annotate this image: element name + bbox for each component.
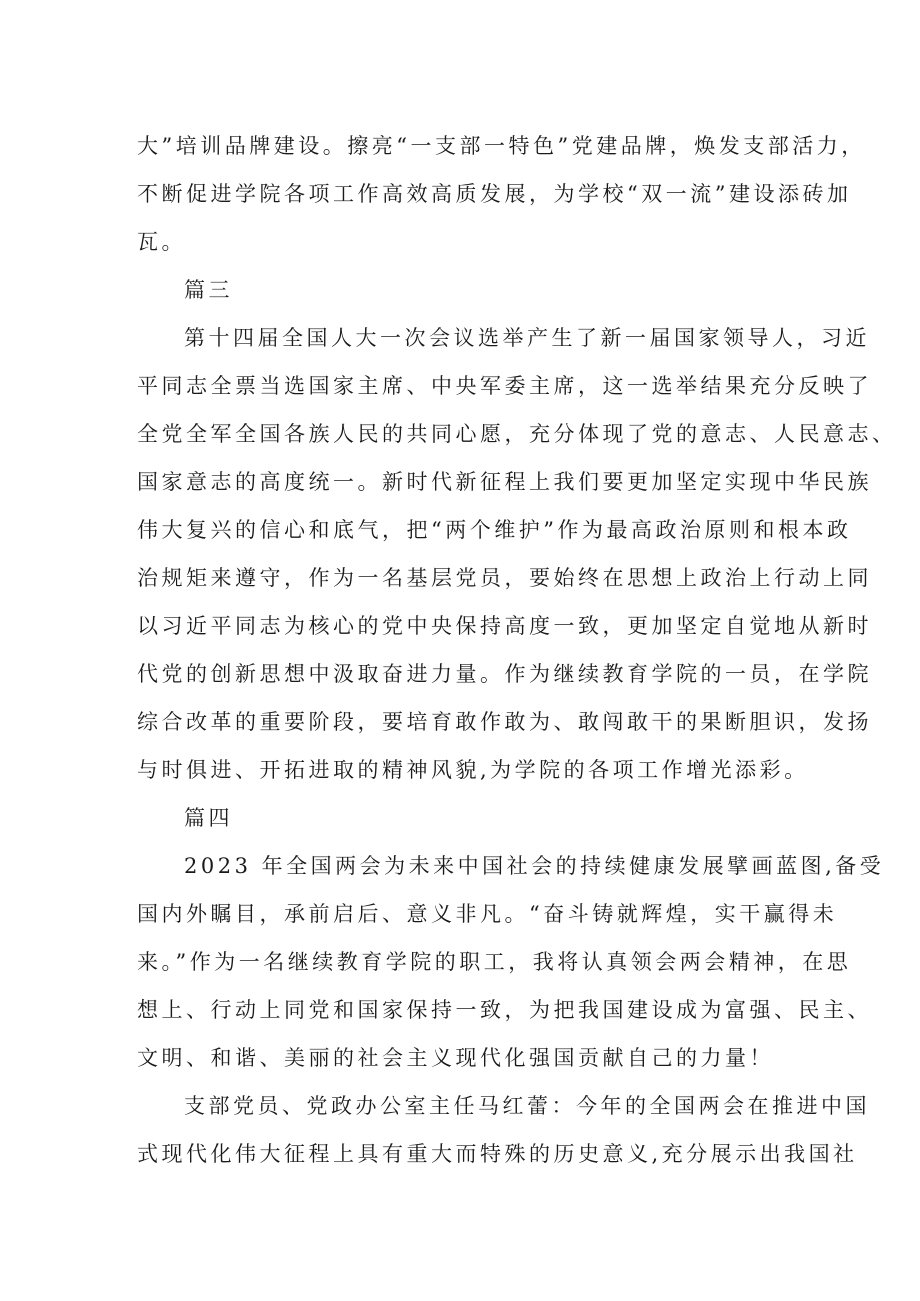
text-line: 想上、行动上同党和国家保持一致，为把我国建设成为富强、民主、 [137,998,872,1022]
text-line: 代党的创新思想中汲取奋进力量。作为继续教育学院的一员，在学院 [137,662,872,686]
text-line: 国内外瞩目，承前启后、意义非凡。“奋斗铸就辉煌，实干赢得未 [137,902,838,926]
text-line: 来。”作为一名继续教育学院的职工，我将认真领会两会精神，在思 [137,950,852,974]
text-line: 大”培训品牌建设。擦亮“一支部一特色”党建品牌，焕发支部活力， [137,134,866,158]
text-line: 全党全军全国各族人民的共同心愿，充分体现了党的意志、人民意志、 [137,422,897,446]
text-line: 支部党员、党政办公室主任马红蕾：今年的全国两会在推进中国 [184,1094,870,1118]
text-line: 以习近平同志为核心的党中央保持高度一致，更加坚定自觉地从新时 [137,614,872,638]
text-line: 不断促进学院各项工作高效高质发展，为学校“双一流”建设添砖加 [137,182,852,206]
text-line: 2023 年全国两会为未来中国社会的持续健康发展擘画蓝图,备受 [184,854,885,878]
section-heading: 篇三 [184,278,233,302]
section-heading: 篇四 [184,806,233,830]
text-line: 平同志全票当选国家主席、中央军委主席，这一选举结果充分反映了 [137,374,872,398]
text-line: 第十四届全国人大一次会议选举产生了新一届国家领导人，习近 [184,326,870,350]
text-line: 文明、和谐、美丽的社会主义现代化强国贡献自己的力量！ [137,1046,774,1070]
text-line: 式现代化伟大征程上具有重大而特殊的历史意义,充分展示出我国社 [137,1142,858,1166]
text-line: 与时俱进、开拓进取的精神风貌,为学院的各项工作增光添彩。 [137,758,809,782]
text-line: 综合改革的重要阶段，要培育敢作敢为、敢闯敢干的果断胆识，发扬 [137,710,872,734]
text-line: 国家意志的高度统一。新时代新征程上我们要更加坚定实现中华民族 [137,470,872,494]
body-text [137,122,897,1178]
text-line: 瓦。 [137,230,186,254]
text-line: 治规矩来遵守，作为一名基层党员，要始终在思想上政治上行动上同 [137,566,872,590]
text-line: 伟大复兴的信心和底气，把“两个维护”作为最高政治原则和根本政 [137,518,852,542]
